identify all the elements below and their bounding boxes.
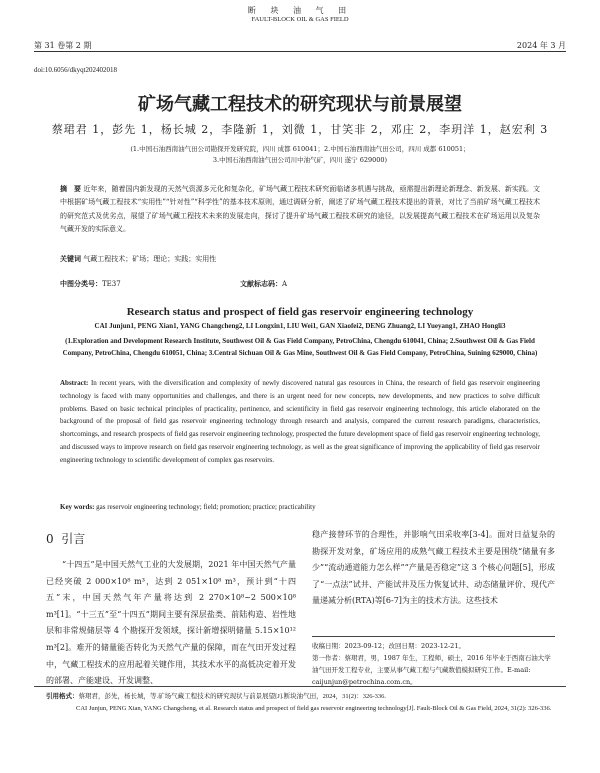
affiliation-cn [60, 144, 540, 166]
header-rule [34, 51, 566, 52]
abstract-cn-text: 近年来，随着国内新发现的天然气资源多元化和复杂化，矿场气藏工程技术研究面临诸多机遇与挑战，亟需提出新理论新理念、新发展、新实践。文中根据矿场气藏工程技术“实用性”“针对性”“科学性”的基本技术原则，通过调研分析，阐述了矿场气藏工程技术提出的背景，对比了当前矿场气藏工程技术的研究范式及优劣点，展望了矿场气藏工程技术未来的发展走向，探讨了提升矿场气藏工程技术研究的途径，以发展提高气藏工程技术在矿场运用以及复杂气藏开发的实际意义。 [60, 185, 541, 233]
clc-number [60, 279, 121, 289]
keywords-en [60, 503, 540, 511]
keywords-cn [60, 254, 540, 264]
clc-value: TE37 [102, 280, 121, 288]
citation-rule [34, 686, 566, 687]
abstract-cn [60, 183, 540, 236]
keywords-en-text: gas reservoir engineering technology; field; promotion; practice; practicability [96, 503, 316, 511]
doi: doi:10.6056/dkyqt202402018 [34, 66, 118, 74]
body-column-right: 稳产接替环节的合理性，并影响气田采收率[3-4]。面对日益复杂的勘探开发对象，矿场应用的成熟气藏工程技术主要是围绕“储量有多少”“流动通道能力怎么样”“产量是否稳定”这 3 个核心问题[5]，形成了“一点法”试井、产能试井及压力恢复试井、动态储量评价、现代产量递减分析(RTA)等[6-7]为主的技术方法。这些技术 [312, 530, 555, 606]
affiliation-en: (1.Exploration and Development Research Institute, Southwest Oil & Gas Field Company, PetroChina, Chengdu 610041, China; 2.Southwest Oil & Gas Field Company, PetroChina, Chengdu 610051, China; 3.Central Sichuan Oil & Gas Mine, Southwest Oil & Gas Field Company, PetroChina, Suining 629000, China) [62, 337, 538, 357]
keywords-cn-text: 气藏工程技术；矿场；理论；实践；实用性 [83, 255, 217, 263]
authors-cn: 蔡珺君 1，彭先 1，杨长城 2，李隆新 1，刘微 1，甘笑非 2，邓庄 2，李玥洋 1，赵宏利 3 [51, 123, 549, 136]
body-column-left: “十四五”是中国天然气工业的大发展期，2021 年中国天然气产量已经突破 2 000×10⁸ m³，达到 2 051×10⁸ m³，预计到“十四五”末，中国天然气年产量将达到 2 270×10⁸~2 500×10⁸ m³[1]。“十三五”至“十四五”期间主要有深层盐类、前陆构造、岩性地层和非常规储层等 4 个勘探开发领域，探计新增探明储量 5.15×10¹² m³[2]。难开的储量能否转化为天然气产量的保障，而在气田开发过程中，气藏工程技术的应用起着关键作用，其技术水平的高低决定着开发的部署、产能建设、开发调整、 [46, 560, 296, 686]
footnote-author: 第一作者：蔡珺君，男，1987 年生，工程师，硕士，2016 年毕业于西南石油大学油气田开发工程专业，主要从事气藏工程与气藏数值模拟研究工作。E-mail: caijunjun@petrochina.com.cn。 [312, 654, 551, 686]
journal-name-en: FAULT-BLOCK OIL & GAS FIELD [251, 16, 349, 23]
paper-title-en: Research status and prospect of field gas reservoir engineering technology [126, 306, 474, 318]
footnote-rule [312, 636, 555, 637]
doc-code-label: 文献标志码： [240, 280, 282, 288]
footnote-received: 收稿日期：2023-09-12；改回日期：2023-12-21。 [312, 642, 465, 650]
abstract-en-text: In recent years, with the diversification and complexity of newly discovered natural gas resources in China, the research of field gas reservoir engineering technology is faced with many opportunities and challenges, and there is an urgent need for new concepts, new developments, and new practices to solve difficult problems. Based on basic technical principles of practicality, pertinence, and scientificity in field gas reservoir engineering technology, this article elaborated on the background of the proposal of field gas reservoir engineering technology through research and analysis, compared the current research paradigms, characteristics, shortcomings, and research prospects of field gas reservoir engineering technology, prospected the future development space of field gas reservoir engineering technology, and discussed ways to improve research on field gas reservoir engineering technology, as well as the great significance of improving the applicability of field gas reservoir engineering technology to scientific development of complex gas reservoirs. [60, 379, 541, 464]
affiliation-cn-line-2: 3.中国石油西南油气田公司川中油气矿，四川 遂宁 629000) [212, 156, 388, 164]
journal-name-cn: 断 块 油 气 田 [247, 6, 353, 15]
issue-number: 第 31 卷第 2 期 [34, 41, 92, 50]
citation-en: CAI Junjun, PENG Xian, YANG Changcheng, et al. Research status and prospect of field gas reservoir engineering technology[J]. Fault-Block Oil & Gas Field, 2024, 31(2): 326-336. [76, 705, 552, 712]
paper-title-cn: 矿场气藏工程技术的研究现状与前景展望 [138, 94, 462, 115]
affiliation-cn-line-1: (1.中国石油西南油气田公司勘探开发研究院，四川 成都 610041；2.中国石油西南油气田公司，四川 成都 610051； [130, 145, 470, 153]
section-title: 引言 [61, 532, 86, 546]
citation-format [46, 690, 554, 715]
issue-date: 2024 年 3 月 [516, 41, 566, 50]
abstract-en-label: Abstract: [60, 379, 89, 387]
citation-label: 引用格式： [46, 692, 79, 700]
abstract-cn-label: 摘 要 [60, 185, 82, 193]
authors-en: CAI Junjun1, PENG Xian1, YANG Changcheng2, LI Longxin1, LIU Wei1, GAN Xiaofei2, DENG Zhuang2, LI Yueyang1, ZHAO Hongli3 [94, 322, 506, 330]
doc-code-value: A [282, 280, 288, 288]
abstract-en [60, 377, 540, 467]
section-heading-introduction [46, 530, 85, 547]
keywords-en-label: Key words: [60, 503, 95, 511]
section-number: 0 [46, 532, 54, 546]
document-code [240, 279, 287, 289]
citation-cn: 蔡珺君，彭先，杨长城，等.矿场气藏工程技术的研究现状与前景展望[J].断块油气田，2024，31(2)：326-336. [78, 693, 386, 700]
keywords-cn-label: 关键词 [60, 255, 81, 263]
footnote [312, 640, 555, 688]
clc-label: 中图分类号： [60, 280, 102, 288]
